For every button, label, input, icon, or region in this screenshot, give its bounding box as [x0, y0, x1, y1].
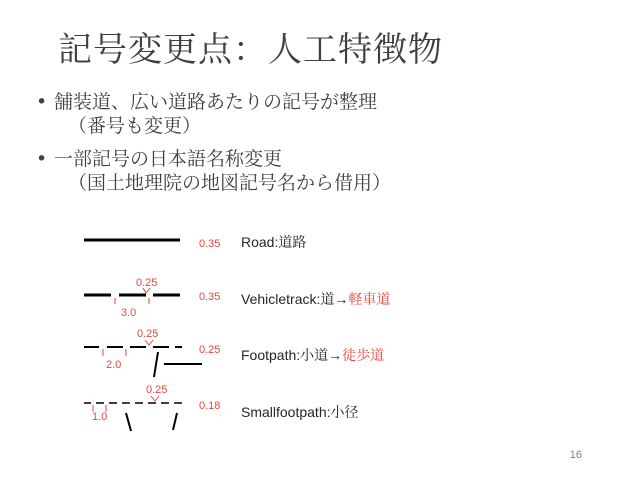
smallfootpath-width-label: 0.18 — [199, 400, 221, 412]
footpath-dash-label: 2.0 — [106, 359, 122, 371]
slide-title: 記号変更点：人工特徴物 — [58, 30, 443, 70]
bullet-dot: • — [36, 148, 48, 170]
bullet-text: 舗装道、広い道路あたりの記号が整理 — [54, 91, 378, 113]
smallfootpath-gap-label: 0.25 — [146, 384, 168, 396]
vehicletrack-symbol — [84, 277, 220, 319]
page-number: 16 — [569, 449, 582, 461]
arrow-icon: → — [334, 291, 349, 307]
smallfootpath-symbol — [84, 384, 220, 431]
smallfootpath-label: Smallfootpath:小径 — [241, 404, 359, 420]
vehicletrack-dash-label: 3.0 — [121, 307, 137, 319]
arrow-icon: → — [328, 347, 343, 363]
bullet-text: 一部記号の日本語名称変更 — [54, 148, 283, 170]
road-width-label: 0.35 — [199, 238, 221, 250]
footpath-width-label: 0.25 — [199, 344, 221, 356]
smallfootpath-dash-label: 1.0 — [92, 411, 108, 423]
road-symbol — [84, 238, 220, 250]
vehicletrack-width-label: 0.35 — [199, 291, 221, 303]
footpath-symbol — [84, 328, 220, 377]
road-label: Road:道路 — [241, 234, 307, 250]
footpath-label: Footpath:小道→徒歩道 — [241, 347, 385, 363]
bullet-dot: • — [36, 91, 48, 113]
bullet-subtext: （国土地理院の地図記号名から借用） — [68, 172, 392, 194]
footpath-gap-label: 0.25 — [137, 328, 159, 340]
bullet-subtext: （番号も変更） — [68, 115, 202, 137]
vehicletrack-gap-label: 0.25 — [136, 277, 158, 289]
vehicletrack-label: Vehicletrack:道→軽車道 — [241, 291, 391, 307]
